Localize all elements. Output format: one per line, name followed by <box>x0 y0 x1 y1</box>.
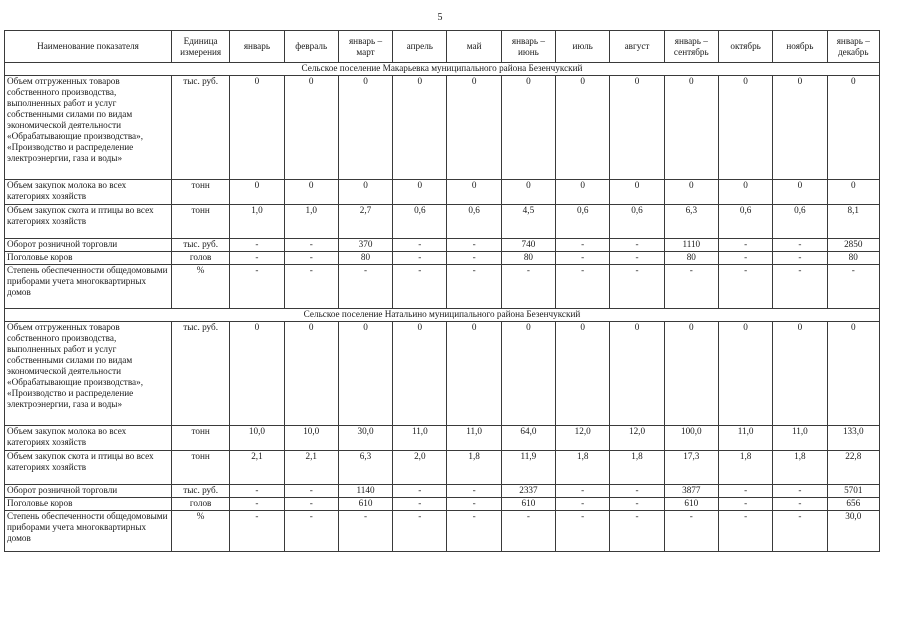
table-row <box>5 498 880 511</box>
value-cell: - <box>664 265 718 309</box>
value-cell: 0 <box>556 322 610 426</box>
header-cell: апрель <box>393 31 447 63</box>
header-cell: январь – декабрь <box>827 31 879 63</box>
table-header <box>5 31 880 63</box>
value-cell: - <box>556 265 610 309</box>
value-cell: - <box>610 511 664 552</box>
value-cell: - <box>610 239 664 252</box>
value-cell: 0 <box>664 322 718 426</box>
value-cell: - <box>501 511 555 552</box>
value-cell: 0 <box>447 322 501 426</box>
unit-cell: голов <box>171 498 229 511</box>
value-cell: - <box>338 511 392 552</box>
value-cell: - <box>230 265 284 309</box>
value-cell: 0 <box>610 322 664 426</box>
table-row <box>5 180 880 205</box>
value-cell: - <box>284 252 338 265</box>
unit-cell: тонн <box>171 451 229 485</box>
unit-cell: голов <box>171 252 229 265</box>
page-number: 5 <box>437 12 443 23</box>
value-cell: 12,0 <box>556 426 610 451</box>
value-cell: - <box>718 498 772 511</box>
value-cell: 11,0 <box>773 426 827 451</box>
value-cell: - <box>610 485 664 498</box>
value-cell: 0 <box>718 322 772 426</box>
value-cell: 0 <box>718 180 772 205</box>
value-cell: - <box>284 265 338 309</box>
value-cell: 0 <box>393 322 447 426</box>
value-cell: - <box>718 485 772 498</box>
unit-cell: тонн <box>171 180 229 205</box>
value-cell: - <box>556 485 610 498</box>
unit-cell: % <box>171 265 229 309</box>
value-cell: 0,6 <box>556 205 610 239</box>
value-cell: - <box>230 498 284 511</box>
value-cell: 80 <box>501 252 555 265</box>
value-cell: - <box>284 485 338 498</box>
value-cell: 2850 <box>827 239 879 252</box>
indicator-name: Степень обеспеченности общедомовыми приборами учета многоквартирных домов <box>5 265 172 309</box>
header-cell: февраль <box>284 31 338 63</box>
value-cell: - <box>501 265 555 309</box>
value-cell: 80 <box>664 252 718 265</box>
value-cell: 11,9 <box>501 451 555 485</box>
value-cell: 30,0 <box>338 426 392 451</box>
value-cell: 1,8 <box>773 451 827 485</box>
indicator-name: Объем закупок молока во всех категориях хозяйств <box>5 180 172 205</box>
value-cell: 370 <box>338 239 392 252</box>
table-row <box>5 265 880 309</box>
value-cell: 0 <box>556 180 610 205</box>
value-cell: 0 <box>827 76 879 180</box>
table-row <box>5 252 880 265</box>
header-cell: июль <box>556 31 610 63</box>
section-row <box>5 309 880 322</box>
value-cell: - <box>284 239 338 252</box>
value-cell: 8,1 <box>827 205 879 239</box>
value-cell: - <box>393 485 447 498</box>
unit-cell: тыс. руб. <box>171 76 229 180</box>
value-cell: - <box>773 252 827 265</box>
value-cell: - <box>610 498 664 511</box>
value-cell: - <box>393 239 447 252</box>
table-row <box>5 239 880 252</box>
value-cell: 80 <box>827 252 879 265</box>
header-cell: январь – март <box>338 31 392 63</box>
value-cell: 0 <box>556 76 610 180</box>
value-cell: 0 <box>501 322 555 426</box>
value-cell: - <box>230 252 284 265</box>
value-cell: 11,0 <box>447 426 501 451</box>
value-cell: 0,6 <box>718 205 772 239</box>
table-row <box>5 511 880 552</box>
value-cell: - <box>447 239 501 252</box>
value-cell: 10,0 <box>230 426 284 451</box>
value-cell: 0 <box>773 180 827 205</box>
value-cell: 0 <box>610 180 664 205</box>
header-cell: январь – июнь <box>501 31 555 63</box>
value-cell: 0 <box>827 180 879 205</box>
value-cell: - <box>230 239 284 252</box>
table-row <box>5 205 880 239</box>
value-cell: - <box>718 511 772 552</box>
header-cell: май <box>447 31 501 63</box>
value-cell: - <box>827 265 879 309</box>
value-cell: - <box>393 265 447 309</box>
value-cell: - <box>230 511 284 552</box>
value-cell: 0 <box>773 76 827 180</box>
indicator-name: Объем отгруженных товаров собственного производства, выполненных работ и услуг собственными силами по видам экономической деятельности «Обрабатывающие производства», «Производство и распределение электроэнергии, газа и воды» <box>5 76 172 180</box>
header-cell: октябрь <box>718 31 772 63</box>
value-cell: - <box>773 511 827 552</box>
indicator-name: Оборот розничной торговли <box>5 485 172 498</box>
value-cell: - <box>556 252 610 265</box>
section-row <box>5 63 880 76</box>
value-cell: - <box>338 265 392 309</box>
unit-cell: тыс. руб. <box>171 322 229 426</box>
value-cell: 656 <box>827 498 879 511</box>
value-cell: - <box>447 485 501 498</box>
header-cell: август <box>610 31 664 63</box>
value-cell: 1140 <box>338 485 392 498</box>
value-cell: 80 <box>338 252 392 265</box>
value-cell: 0 <box>610 76 664 180</box>
table-body <box>5 63 880 552</box>
value-cell: 6,3 <box>664 205 718 239</box>
indicator-name: Объем закупок скота и птицы во всех категориях хозяйств <box>5 451 172 485</box>
value-cell: 0 <box>664 180 718 205</box>
value-cell: 0 <box>284 322 338 426</box>
value-cell: 0 <box>773 322 827 426</box>
value-cell: 2337 <box>501 485 555 498</box>
value-cell: - <box>447 498 501 511</box>
table-row <box>5 451 880 485</box>
header-cell: январь – сентябрь <box>664 31 718 63</box>
header-row <box>5 31 880 63</box>
value-cell: - <box>718 239 772 252</box>
indicator-name: Объем отгруженных товаров собственного производства, выполненных работ и услуг собственными силами по видам экономической деятельности «Обрабатывающие производства», «Производство и распределение электроэнергии, газа и воды» <box>5 322 172 426</box>
unit-cell: тыс. руб. <box>171 239 229 252</box>
value-cell: - <box>393 252 447 265</box>
table-row <box>5 322 880 426</box>
value-cell: 1,8 <box>718 451 772 485</box>
value-cell: 0 <box>338 322 392 426</box>
value-cell: 30,0 <box>827 511 879 552</box>
value-cell: 0 <box>338 180 392 205</box>
value-cell: 0 <box>284 180 338 205</box>
section-title: Сельское поселение Макарьевка муниципального района Безенчукский <box>5 63 880 76</box>
value-cell: 11,0 <box>393 426 447 451</box>
value-cell: 2,1 <box>230 451 284 485</box>
value-cell: 0,6 <box>610 205 664 239</box>
value-cell: - <box>393 511 447 552</box>
indicator-name: Оборот розничной торговли <box>5 239 172 252</box>
value-cell: 0,6 <box>773 205 827 239</box>
value-cell: 64,0 <box>501 426 555 451</box>
report-table <box>4 30 880 552</box>
table-row <box>5 426 880 451</box>
value-cell: 1,0 <box>230 205 284 239</box>
value-cell: 1,8 <box>447 451 501 485</box>
value-cell: 0 <box>447 180 501 205</box>
unit-cell: % <box>171 511 229 552</box>
value-cell: 610 <box>664 498 718 511</box>
value-cell: - <box>610 265 664 309</box>
header-cell: Наименование показателя <box>5 31 172 63</box>
value-cell: 0 <box>501 76 555 180</box>
value-cell: 1110 <box>664 239 718 252</box>
value-cell: - <box>773 265 827 309</box>
value-cell: - <box>610 252 664 265</box>
value-cell: 0 <box>284 76 338 180</box>
unit-cell: тонн <box>171 205 229 239</box>
value-cell: 0 <box>393 76 447 180</box>
value-cell: 0 <box>230 76 284 180</box>
value-cell: 1,8 <box>556 451 610 485</box>
indicator-name: Поголовье коров <box>5 498 172 511</box>
indicator-name: Объем закупок молока во всех категориях хозяйств <box>5 426 172 451</box>
header-cell: январь <box>230 31 284 63</box>
value-cell: 0 <box>501 180 555 205</box>
value-cell: 0 <box>664 76 718 180</box>
value-cell: - <box>773 239 827 252</box>
value-cell: 0 <box>230 180 284 205</box>
value-cell: 0 <box>338 76 392 180</box>
indicator-name: Поголовье коров <box>5 252 172 265</box>
value-cell: 1,0 <box>284 205 338 239</box>
value-cell: 22,8 <box>827 451 879 485</box>
value-cell: 3877 <box>664 485 718 498</box>
table-row <box>5 485 880 498</box>
value-cell: - <box>556 239 610 252</box>
value-cell: 610 <box>338 498 392 511</box>
section-title: Сельское поселение Натальино муниципального района Безенчукский <box>5 309 880 322</box>
value-cell: 17,3 <box>664 451 718 485</box>
value-cell: 100,0 <box>664 426 718 451</box>
value-cell: 12,0 <box>610 426 664 451</box>
value-cell: 1,8 <box>610 451 664 485</box>
value-cell: - <box>718 265 772 309</box>
value-cell: - <box>556 511 610 552</box>
value-cell: - <box>773 498 827 511</box>
value-cell: 0 <box>447 76 501 180</box>
value-cell: 2,1 <box>284 451 338 485</box>
value-cell: 0 <box>230 322 284 426</box>
value-cell: 0 <box>393 180 447 205</box>
value-cell: - <box>447 511 501 552</box>
value-cell: 610 <box>501 498 555 511</box>
value-cell: 11,0 <box>718 426 772 451</box>
value-cell: - <box>230 485 284 498</box>
value-cell: 2,0 <box>393 451 447 485</box>
table-row <box>5 76 880 180</box>
value-cell: - <box>447 265 501 309</box>
indicator-name: Степень обеспеченности общедомовыми приборами учета многоквартирных домов <box>5 511 172 552</box>
value-cell: 0 <box>827 322 879 426</box>
unit-cell: тонн <box>171 426 229 451</box>
value-cell: 2,7 <box>338 205 392 239</box>
value-cell: 740 <box>501 239 555 252</box>
value-cell: 6,3 <box>338 451 392 485</box>
value-cell: - <box>556 498 610 511</box>
value-cell: - <box>664 511 718 552</box>
value-cell: - <box>393 498 447 511</box>
header-cell: ноябрь <box>773 31 827 63</box>
value-cell: 0,6 <box>393 205 447 239</box>
value-cell: - <box>773 485 827 498</box>
unit-cell: тыс. руб. <box>171 485 229 498</box>
value-cell: 4,5 <box>501 205 555 239</box>
value-cell: 133,0 <box>827 426 879 451</box>
header-cell: Единица измерения <box>171 31 229 63</box>
value-cell: 5701 <box>827 485 879 498</box>
value-cell: - <box>447 252 501 265</box>
value-cell: 10,0 <box>284 426 338 451</box>
value-cell: - <box>718 252 772 265</box>
indicator-name: Объем закупок скота и птицы во всех категориях хозяйств <box>5 205 172 239</box>
value-cell: - <box>284 498 338 511</box>
value-cell: 0 <box>718 76 772 180</box>
value-cell: 0,6 <box>447 205 501 239</box>
value-cell: - <box>284 511 338 552</box>
